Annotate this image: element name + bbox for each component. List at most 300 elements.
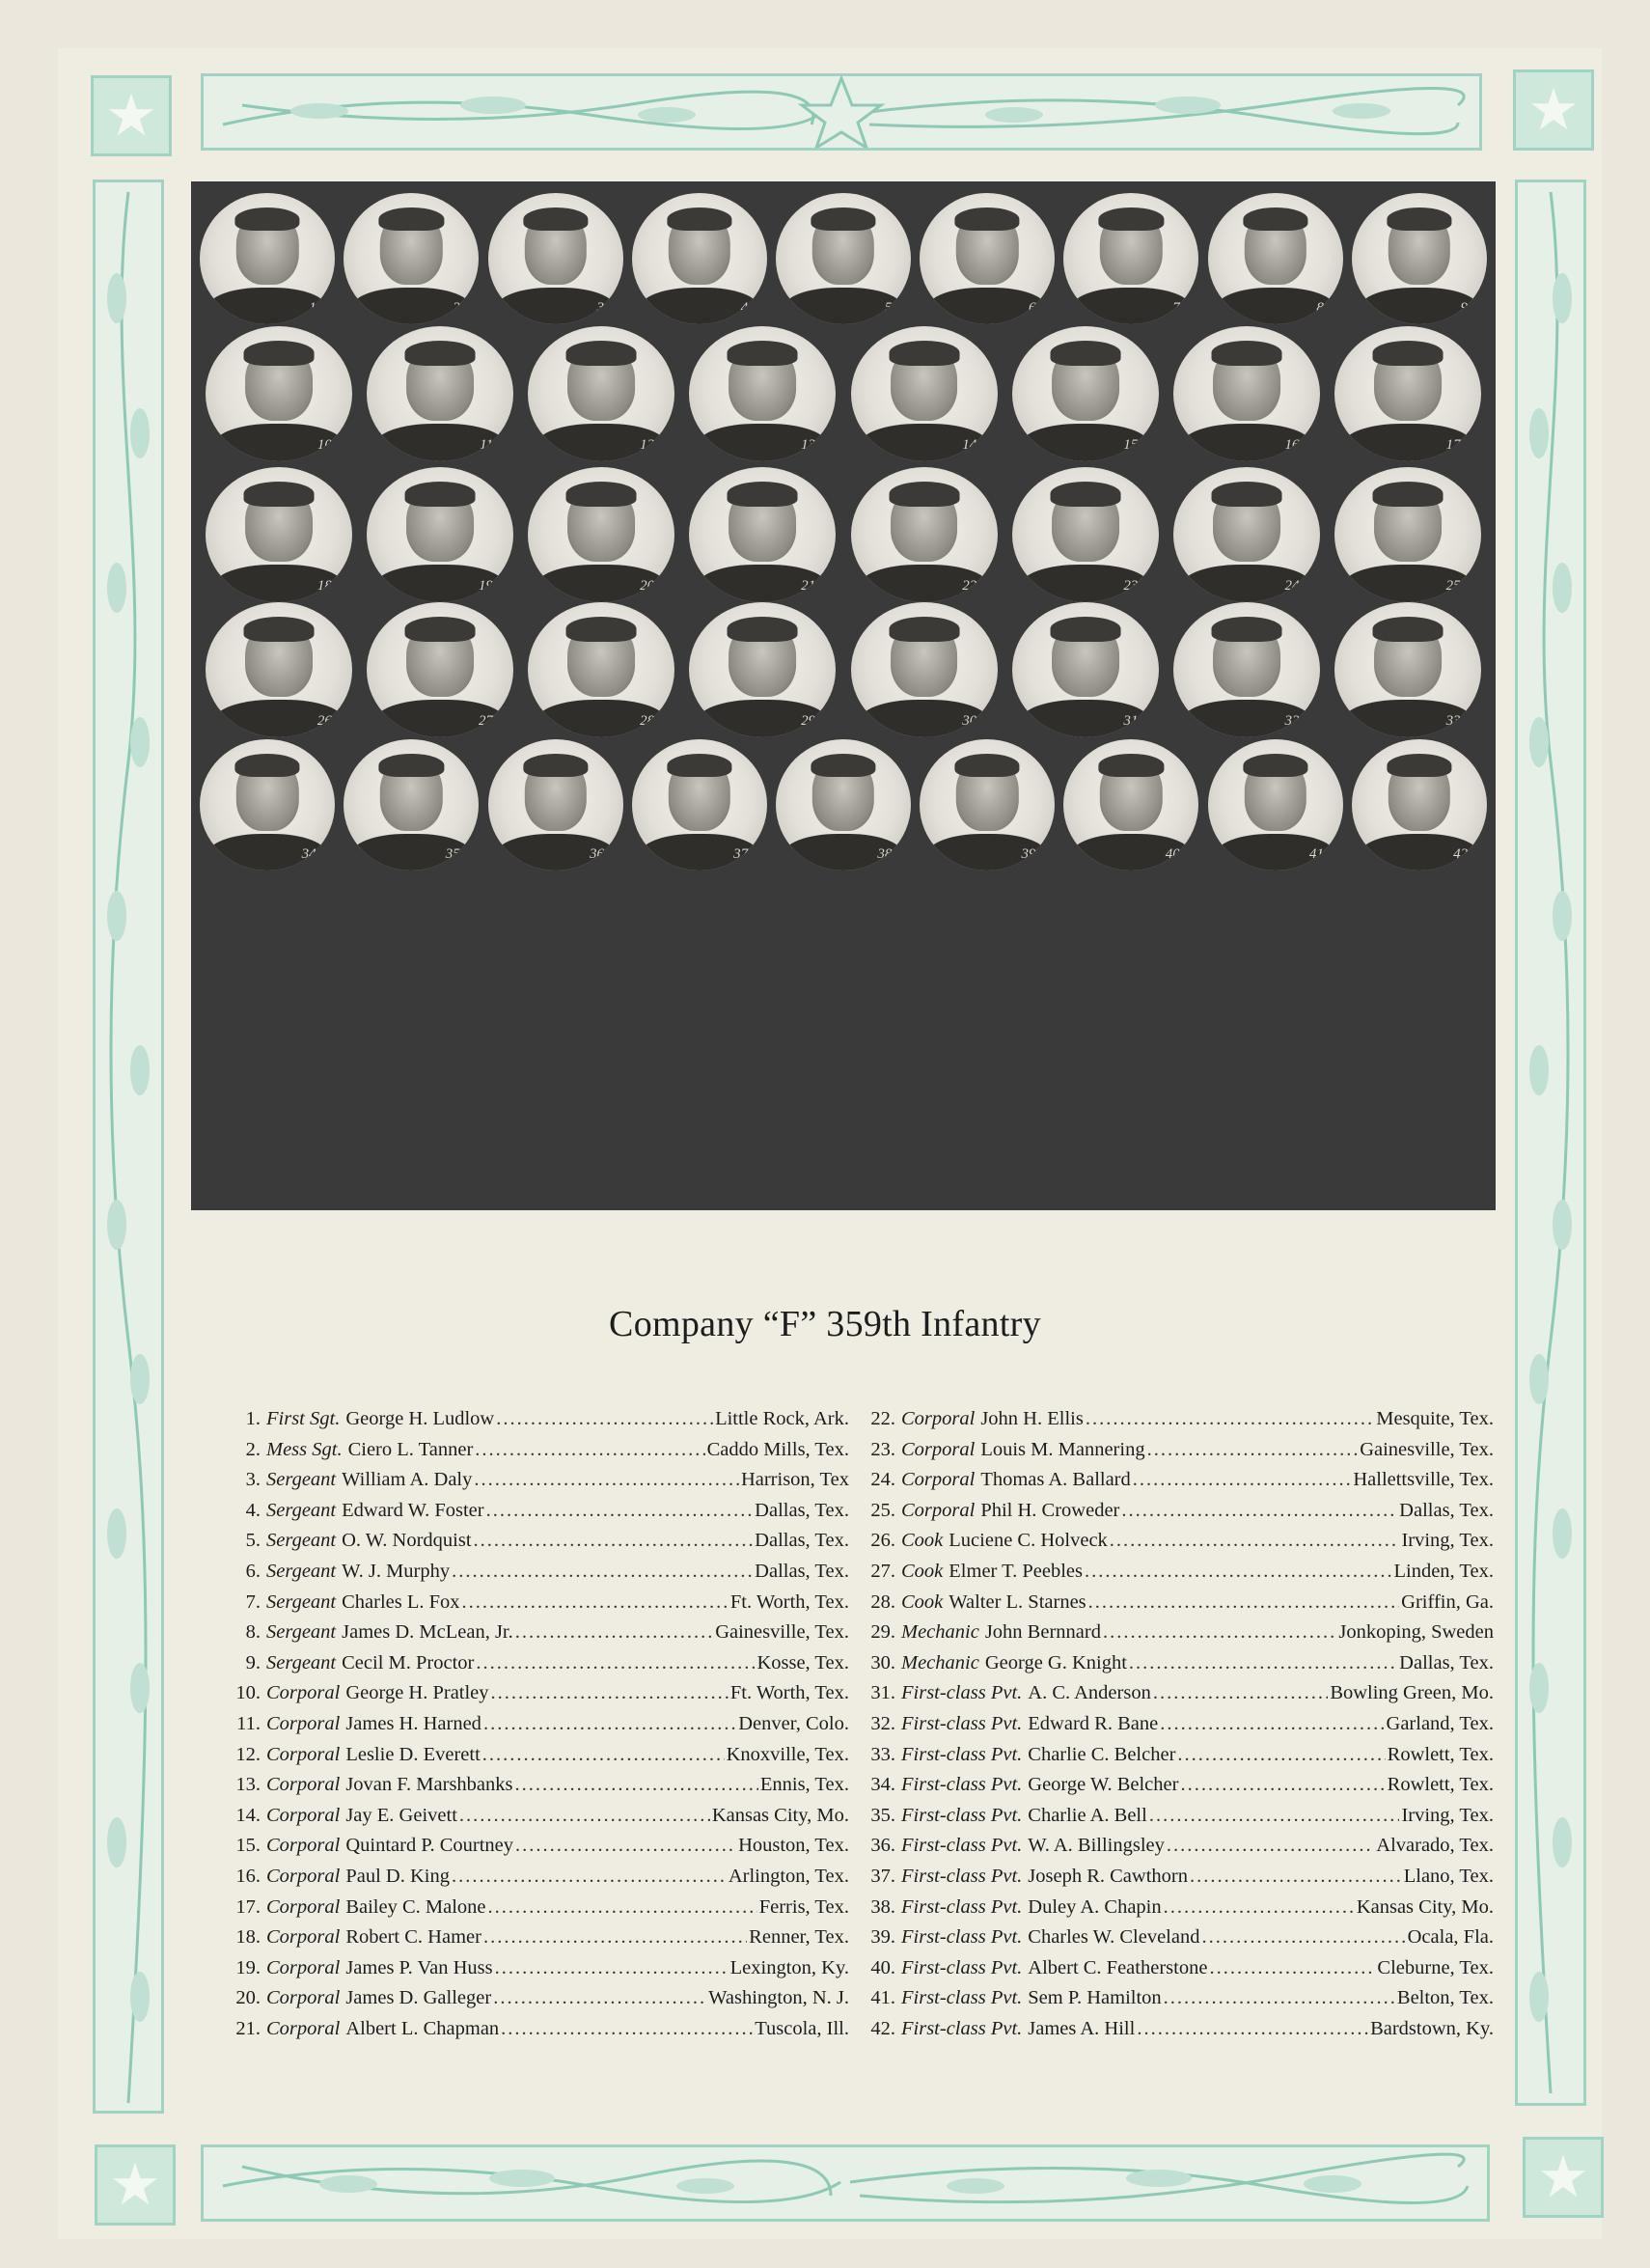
roster-name: Edward R. Bane (1028, 1712, 1159, 1734)
soldier-portrait (1334, 602, 1481, 737)
leader-dots (1129, 1648, 1397, 1679)
portrait-number: 25 (1445, 577, 1461, 594)
roster-number: 2. (245, 1438, 261, 1460)
leader-dots (1137, 2014, 1368, 2045)
soldier-portrait (851, 326, 998, 461)
roster-hometown: Dallas, Tex. (1399, 1651, 1494, 1673)
roster-number: 22. (870, 1408, 895, 1429)
roster-hometown: Garland, Tex. (1386, 1712, 1494, 1734)
leader-dots (1201, 1922, 1405, 1953)
portrait-number: 3 (596, 299, 604, 316)
roster-hometown: Alvarado, Tex. (1376, 1835, 1494, 1857)
roster-rank: Mess Sgt. (266, 1438, 343, 1460)
roster-number: 28. (870, 1590, 895, 1613)
soldier-portrait (776, 739, 911, 871)
roster-name: Luciene C. Holveck (949, 1530, 1108, 1552)
roster-rank: First-class Pvt. (901, 1682, 1023, 1704)
roster-number: 24. (870, 1469, 895, 1491)
roster-name: Albert C. Featherstone (1028, 1956, 1208, 1978)
leader-dots (452, 1862, 727, 1893)
roster-number: 41. (870, 1987, 895, 2009)
portrait-number: 11 (480, 436, 493, 453)
roster-number: 30. (870, 1651, 895, 1673)
leader-dots (1103, 1618, 1336, 1648)
roster-name: Joseph R. Cawthorn (1028, 1865, 1188, 1887)
soldier-portrait (632, 193, 767, 324)
portrait-number: 23 (1123, 577, 1139, 594)
roster-number: 42. (870, 2017, 895, 2039)
leader-dots (1086, 1404, 1374, 1435)
portrait-number: 42 (1453, 845, 1469, 862)
roster-name: Thomas A. Ballard (980, 1469, 1131, 1491)
roster-number: 34. (870, 1774, 895, 1796)
roster-number: 16. (235, 1865, 261, 1887)
roster-entry (232, 1893, 849, 1923)
leader-dots (1190, 1862, 1402, 1893)
portrait-number: 29 (801, 712, 816, 729)
roster-name: A. C. Anderson (1028, 1682, 1151, 1704)
leader-dots (452, 1557, 753, 1588)
leader-dots (1110, 1526, 1400, 1557)
roster-rank: First-class Pvt. (901, 1956, 1023, 1978)
roster-name: Cecil M. Proctor (342, 1651, 475, 1673)
roster-number: 37. (870, 1865, 895, 1887)
roster-rank: Sergeant (266, 1651, 337, 1673)
soldier-portrait (1173, 326, 1320, 461)
roster-number: 20. (235, 1987, 261, 2009)
roster-entry (866, 1465, 1494, 1496)
roster-rank: First-class Pvt. (901, 1865, 1023, 1887)
portrait-number: 33 (1445, 712, 1461, 729)
roster-name: Leslie D. Everett (345, 1743, 481, 1765)
roster-entry (232, 1922, 849, 1953)
roster-entry (866, 1404, 1494, 1435)
roster-entry (232, 1588, 849, 1618)
roster-entry (232, 1740, 849, 1771)
roster-hometown: Arlington, Tex. (728, 1865, 849, 1887)
roster-hometown: Tuscola, Ill. (755, 2017, 849, 2039)
roster-entry (232, 1618, 849, 1648)
roster-rank: First-class Pvt. (901, 1774, 1023, 1796)
roster-name: James D. McLean, Jr. (342, 1621, 513, 1644)
roster-hometown: Kansas City, Mo. (711, 1804, 849, 1826)
roster-hometown: Hallettsville, Tex. (1353, 1469, 1494, 1491)
roster-hometown: Cleburne, Tex. (1377, 1956, 1494, 1978)
roster-rank: Corporal (266, 1804, 341, 1826)
portrait-row (191, 467, 1510, 602)
portrait-number: 7 (1172, 299, 1180, 316)
soldier-portrait (1012, 602, 1159, 737)
roster-right-column (866, 1404, 1494, 2044)
portrait-number: 20 (640, 577, 655, 594)
roster-name: Sem P. Hamilton (1028, 1987, 1162, 2009)
roster-rank: Corporal (901, 1469, 976, 1491)
roster-number: 32. (870, 1712, 895, 1734)
roster-rank: First-class Pvt. (901, 1835, 1023, 1857)
roster-name: William A. Daly (342, 1469, 473, 1491)
leader-dots (1167, 1831, 1374, 1862)
roster-number: 40. (870, 1956, 895, 1978)
roster-entry (232, 1465, 849, 1496)
leader-dots (462, 1588, 729, 1618)
roster-hometown: Ft. Worth, Tex. (729, 1682, 849, 1704)
soldier-portrait (1352, 193, 1487, 324)
roster-rank: Sergeant (266, 1469, 337, 1491)
roster-number: 31. (870, 1682, 895, 1704)
roster-name: George W. Belcher (1028, 1774, 1179, 1796)
roster-name: Jovan F. Marshbanks (345, 1774, 513, 1796)
portrait-number: 15 (1123, 436, 1139, 453)
roster-entry (866, 1678, 1494, 1709)
roster-rank: Corporal (266, 1774, 341, 1796)
roster-hometown: Belton, Tex. (1396, 1987, 1494, 2009)
roster-entry (232, 1953, 849, 1984)
leader-dots (488, 1893, 757, 1923)
portrait-number: 24 (1284, 577, 1300, 594)
roster-left-column (232, 1404, 849, 2044)
left-ornament-band (93, 180, 164, 2114)
roster-hometown: Renner, Tex. (749, 1926, 849, 1949)
roster-name: John Bernnard (984, 1621, 1101, 1644)
leader-dots (1085, 1557, 1391, 1588)
portrait-number: 17 (1445, 436, 1461, 453)
soldier-portrait (528, 326, 674, 461)
soldier-portrait (689, 326, 836, 461)
leader-dots (482, 1740, 725, 1771)
roster-number: 3. (245, 1469, 261, 1491)
star-icon: ★ (95, 2144, 176, 2226)
roster-name: Albert L. Chapman (345, 2017, 500, 2039)
roster-name: Duley A. Chapin (1028, 1895, 1162, 1918)
leader-dots (459, 1801, 710, 1832)
roster-hometown: Lexington, Ky. (729, 1956, 849, 1978)
roster-number: 25. (870, 1499, 895, 1521)
roster-name: Jay E. Geivett (345, 1804, 457, 1826)
soldier-portrait (367, 467, 513, 602)
roster-rank: Sergeant (266, 1590, 337, 1613)
portrait-number: 27 (478, 712, 493, 729)
leader-dots (1121, 1496, 1397, 1527)
star-icon: ★ (1523, 2137, 1604, 2218)
roster-entry (232, 1709, 849, 1740)
roster-hometown: Dallas, Tex. (1399, 1499, 1494, 1521)
roster-entry (232, 2014, 849, 2045)
roster-rank: Sergeant (266, 1621, 337, 1644)
roster-hometown: Kansas City, Mo. (1356, 1895, 1494, 1918)
roster-entry (232, 1435, 849, 1466)
roster-rank: Corporal (901, 1438, 976, 1460)
leader-dots (515, 1831, 736, 1862)
portrait-number: 13 (801, 436, 816, 453)
roster-rank: Cook (901, 1590, 944, 1613)
leader-dots (474, 1465, 739, 1496)
roster-number: 13. (235, 1774, 261, 1796)
roster-number: 6. (245, 1560, 261, 1582)
roster-name: Charlie C. Belcher (1028, 1743, 1176, 1765)
roster-hometown: Ocala, Fla. (1407, 1926, 1494, 1949)
roster-name: W. J. Murphy (342, 1560, 451, 1582)
roster-number: 7. (245, 1590, 261, 1613)
roster-number: 36. (870, 1835, 895, 1857)
roster-entry (232, 1557, 849, 1588)
roster-hometown: Dallas, Tex. (755, 1499, 849, 1521)
soldier-portrait (488, 193, 623, 324)
roster-rank: Corporal (901, 1408, 976, 1429)
soldier-portrait (776, 193, 911, 324)
leader-dots (1088, 1588, 1400, 1618)
roster-number: 23. (870, 1438, 895, 1460)
roster-entry (232, 1983, 849, 2014)
roster-number: 33. (870, 1743, 895, 1765)
leader-dots (1164, 1983, 1395, 2014)
roster-number: 5. (245, 1530, 261, 1552)
roster-rank: Corporal (266, 1926, 341, 1949)
roster-hometown: Caddo Mills, Tex. (706, 1438, 849, 1460)
roster-name: John H. Ellis (980, 1408, 1084, 1429)
soldier-portrait (920, 193, 1055, 324)
soldier-portrait (200, 193, 335, 324)
soldier-portrait (344, 193, 479, 324)
roster-rank: Corporal (266, 2017, 341, 2039)
roster-entry (866, 1953, 1494, 1984)
roster-entry (232, 1526, 849, 1557)
roster-name: James A. Hill (1028, 2017, 1136, 2039)
leader-dots (496, 1404, 713, 1435)
roster-hometown: Washington, N. J. (708, 1987, 849, 2009)
roster-hometown: Denver, Colo. (738, 1712, 849, 1734)
soldier-portrait (1208, 739, 1343, 871)
roster-entry (866, 1922, 1494, 1953)
roster-hometown: Ennis, Tex. (759, 1774, 849, 1796)
portrait-number: 18 (316, 577, 332, 594)
soldier-portrait (206, 602, 352, 737)
roster-number: 18. (235, 1926, 261, 1949)
roster-name: Bailey C. Malone (345, 1895, 486, 1918)
portrait-number: 37 (733, 845, 749, 862)
leader-dots (495, 1953, 729, 1984)
roster-hometown: Gainesville, Tex. (1360, 1438, 1494, 1460)
leader-dots (1147, 1435, 1359, 1466)
soldier-portrait (528, 467, 674, 602)
roster-name: Walter L. Starnes (949, 1590, 1086, 1613)
portrait-number: 34 (301, 845, 316, 862)
roster-rank: Corporal (266, 1743, 341, 1765)
soldier-portrait (344, 739, 479, 871)
soldier-portrait (206, 326, 352, 461)
roster-hometown: Ferris, Tex. (758, 1895, 849, 1918)
roster-entry (866, 1893, 1494, 1923)
soldier-portrait (632, 739, 767, 871)
portrait-number: 8 (1316, 299, 1324, 316)
roster-rank: Corporal (266, 1682, 341, 1704)
soldier-portrait (367, 326, 513, 461)
leader-dots (483, 1709, 736, 1740)
roster-rank: Sergeant (266, 1560, 337, 1582)
roster-rank: Mechanic (901, 1651, 979, 1673)
portrait-number: 5 (884, 299, 893, 316)
roster-number: 8. (245, 1621, 261, 1644)
portrait-row (191, 602, 1510, 737)
roster-rank: Corporal (266, 1835, 341, 1857)
roster-entry (866, 1801, 1494, 1832)
leader-dots (493, 1983, 706, 2014)
soldier-portrait (1334, 326, 1481, 461)
soldier-portrait (920, 739, 1055, 871)
roster-number: 38. (870, 1895, 895, 1918)
portrait-number: 9 (1460, 299, 1469, 316)
roster-number: 1. (245, 1408, 261, 1429)
roster-hometown: Irving, Tex. (1401, 1530, 1494, 1552)
portrait-number: 41 (1308, 845, 1324, 862)
roster-name: O. W. Nordquist (342, 1530, 472, 1552)
roster-entry (866, 1618, 1494, 1648)
roster-rank: Mechanic (901, 1621, 979, 1644)
portrait-number: 38 (877, 845, 893, 862)
roster-entry (232, 1404, 849, 1435)
roster-number: 14. (235, 1804, 261, 1826)
leader-dots (483, 1922, 747, 1953)
portrait-row (191, 193, 1504, 324)
soldier-portrait (488, 739, 623, 871)
leader-dots (501, 2014, 753, 2045)
leader-dots (474, 1526, 754, 1557)
portrait-number: 21 (801, 577, 816, 594)
roster-entry (866, 1831, 1494, 1862)
portrait-number: 26 (316, 712, 332, 729)
roster-name: Edward W. Foster (342, 1499, 484, 1521)
right-ornament-band (1515, 180, 1586, 2106)
roster-number: 10. (235, 1682, 261, 1704)
roster-hometown: Rowlett, Tex. (1387, 1743, 1494, 1765)
roster-number: 26. (870, 1530, 895, 1552)
roster-rank: First-class Pvt. (901, 1895, 1023, 1918)
roster-number: 29. (870, 1621, 895, 1644)
roster-hometown: Kosse, Tex. (756, 1651, 849, 1673)
roster-name: W. A. Billingsley (1028, 1835, 1165, 1857)
roster-hometown: Irving, Tex. (1401, 1804, 1494, 1826)
portrait-number: 1 (309, 299, 316, 316)
roster-entry (866, 1496, 1494, 1527)
roster-rank: First-class Pvt. (901, 1743, 1023, 1765)
portrait-number: 22 (962, 577, 977, 594)
roster-number: 4. (245, 1499, 261, 1521)
portrait-number: 2 (453, 299, 460, 316)
roster-name: George G. Knight (984, 1651, 1127, 1673)
roster-entry (232, 1648, 849, 1679)
roster-entry (866, 1648, 1494, 1679)
roster-hometown: Harrison, Tex (740, 1469, 849, 1491)
roster-name: James P. Van Huss (345, 1956, 493, 1978)
portrait-number: 39 (1021, 845, 1036, 862)
roster-rank: Corporal (266, 1865, 341, 1887)
leader-dots (1160, 1709, 1384, 1740)
soldier-portrait (1063, 739, 1198, 871)
roster-name: Louis M. Mannering (980, 1438, 1145, 1460)
roster-hometown: Rowlett, Tex. (1387, 1774, 1494, 1796)
top-ornament-band (201, 73, 1482, 151)
portrait-number: 6 (1029, 299, 1036, 316)
roster-number: 35. (870, 1804, 895, 1826)
roster-rank: Cook (901, 1560, 944, 1582)
portrait-row (191, 739, 1504, 871)
portrait-row (191, 326, 1510, 461)
soldier-portrait (1352, 739, 1487, 871)
leader-dots (475, 1435, 704, 1466)
roster-name: Ciero L. Tanner (347, 1438, 474, 1460)
star-icon: ★ (1513, 69, 1594, 151)
roster-entry (232, 1770, 849, 1801)
soldier-portrait (689, 602, 836, 737)
roster-rank: First Sgt. (266, 1408, 341, 1429)
roster-hometown: Dallas, Tex. (755, 1530, 849, 1552)
roster-hometown: Bardstown, Ky. (1370, 2017, 1494, 2039)
roster-rank: Cook (901, 1530, 944, 1552)
soldier-portrait (851, 467, 998, 602)
leader-dots (1164, 1893, 1355, 1923)
roster-hometown: Houston, Tex. (738, 1835, 849, 1857)
roster-entry (866, 1557, 1494, 1588)
roster-hometown: Griffin, Ga. (1401, 1590, 1494, 1613)
soldier-portrait (1173, 467, 1320, 602)
roster-hometown: Jonkoping, Sweden (1338, 1621, 1494, 1644)
roster-rank: First-class Pvt. (901, 1926, 1023, 1949)
roster-entry (232, 1801, 849, 1832)
roster-entry (866, 1740, 1494, 1771)
portrait-number: 16 (1284, 436, 1300, 453)
soldier-portrait (851, 602, 998, 737)
portrait-number: 35 (445, 845, 460, 862)
soldier-portrait (1334, 467, 1481, 602)
roster-name: Charles W. Cleveland (1028, 1926, 1200, 1949)
roster-rank: Corporal (266, 1712, 341, 1734)
leader-dots (1149, 1801, 1400, 1832)
leader-dots (1153, 1678, 1328, 1709)
roster-rank: Sergeant (266, 1530, 337, 1552)
portrait-number: 31 (1123, 712, 1139, 729)
portrait-number: 36 (589, 845, 604, 862)
company-photo-panel (191, 181, 1496, 1210)
portrait-number: 14 (962, 436, 977, 453)
roster-number: 17. (235, 1895, 261, 1918)
roster-name: James D. Galleger (345, 1987, 492, 2009)
roster-hometown: Linden, Tex. (1393, 1560, 1494, 1582)
roster-name: Elmer T. Peebles (949, 1560, 1083, 1582)
roster-entry (232, 1678, 849, 1709)
roster-rank: Corporal (266, 1956, 341, 1978)
leader-dots (515, 1618, 713, 1648)
soldier-portrait (528, 602, 674, 737)
soldier-portrait (367, 602, 513, 737)
soldier-portrait (689, 467, 836, 602)
roster-rank: Corporal (266, 1895, 341, 1918)
roster-rank: Corporal (266, 1987, 341, 2009)
leader-dots (1177, 1740, 1385, 1771)
roster-hometown: Mesquite, Tex. (1376, 1408, 1494, 1429)
leader-dots (1180, 1770, 1385, 1801)
portrait-number: 30 (962, 712, 977, 729)
roster-name: Phil H. Croweder (980, 1499, 1120, 1521)
roster-name: Charlie A. Bell (1028, 1804, 1147, 1826)
roster-number: 39. (870, 1926, 895, 1949)
roster-entry (866, 2014, 1494, 2045)
roster-rank: Sergeant (266, 1499, 337, 1521)
soldier-portrait (1063, 193, 1198, 324)
roster-hometown: Gainesville, Tex. (715, 1621, 849, 1644)
roster-entry (866, 1588, 1494, 1618)
roster-rank: Corporal (901, 1499, 976, 1521)
portrait-number: 32 (1284, 712, 1300, 729)
roster-entry (866, 1435, 1494, 1466)
